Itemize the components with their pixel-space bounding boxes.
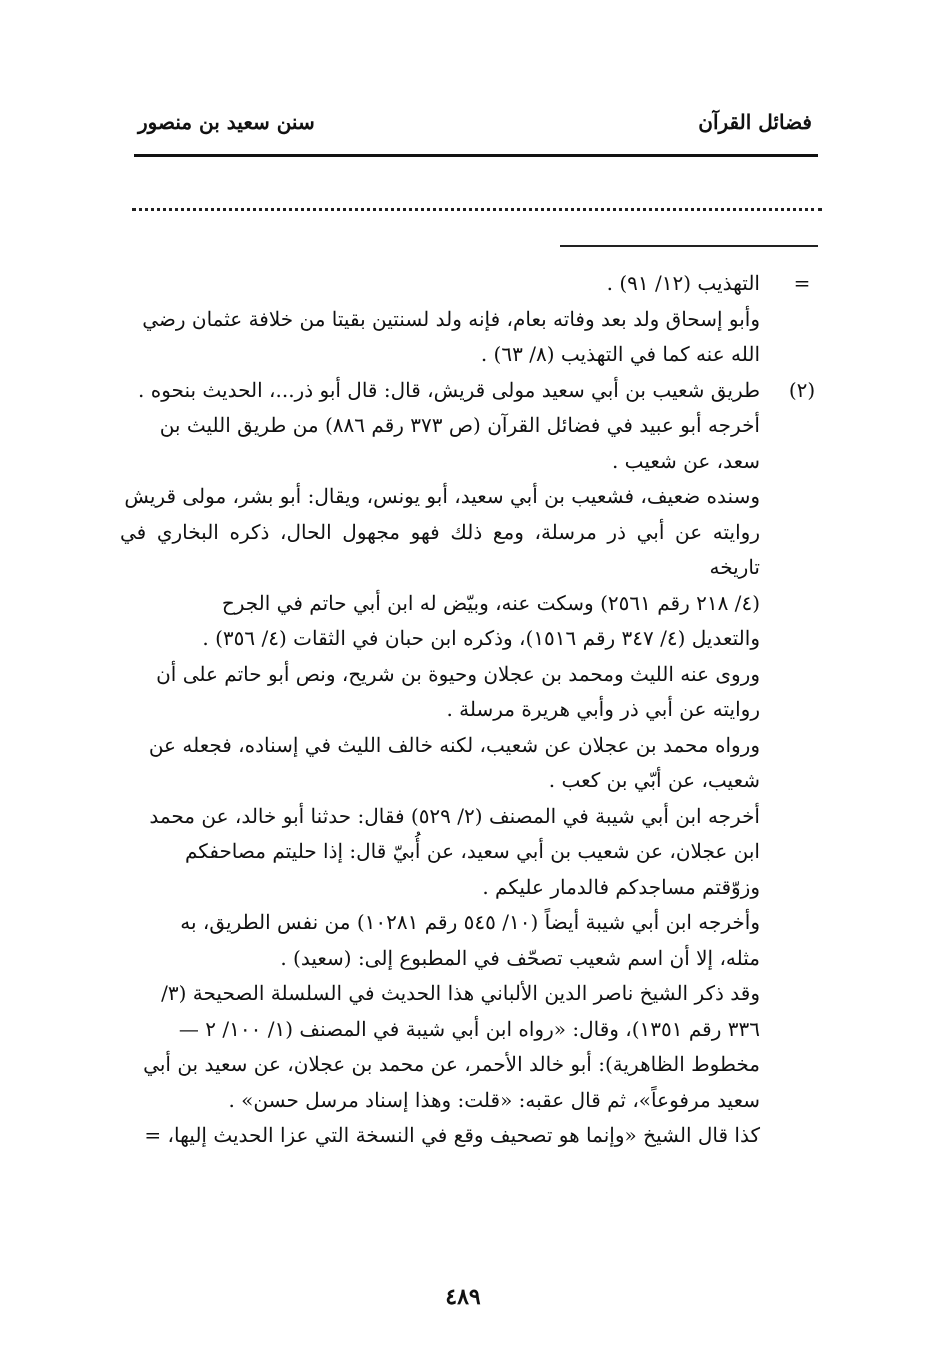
footnote-line: سعد، عن شعيب . <box>611 448 760 473</box>
footnote-line: والتعديل (٤/ ٣٤٧ رقم ١٥١٦)، وذكره ابن حبان في الثقات (٤/ ٣٥٦) . <box>202 626 760 650</box>
footnote-separator <box>560 245 818 247</box>
footnote-line: وروى عنه الليث ومحمد بن عجلان وحيوة بن شريح، ونص أبو حاتم على أن <box>156 661 760 686</box>
footnote-line: أخرجه أبو عبيد في فضائل القرآن (ص ٣٧٣ رقم ٨٨٦) من طريق الليث بن <box>159 413 760 437</box>
footnote-line: طريق شعيب بن أبي سعيد مولى قريش، قال: قال أبو ذر...، الحديث بنحوه . <box>138 377 760 402</box>
omitted-text-dotted-line <box>132 208 822 211</box>
footnote-line: وأبو إسحاق ولد بعد وفاته بعام، فإنه ولد لسنتين بقيتا من خلافة عثمان رضي <box>142 306 760 331</box>
footnote-line: سعيد مرفوعاً»، ثم قال عقبه: «قلت: وهذا إسناد مرسل حسن» . <box>228 1087 760 1112</box>
footnote-body <box>120 373 760 1154</box>
footnote-line: مخطوط الظاهرية): أبو خالد الأحمر، عن محمد بن عجلان، عن سعيد بن أبي <box>143 1052 760 1076</box>
footnote-line: ابن عجلان، عن شعيب بن أبي سعيد، عن أُبيّ قال: إذا حليتم مصاحفكم <box>184 839 760 863</box>
footnote-line: وأخرجه ابن أبي شيبة أيضاً (١٠/ ٥٤٥ رقم ١٠٢٨١) من نفس الطريق، به <box>180 910 760 934</box>
footnote-body <box>120 266 760 373</box>
footnote-line: روايته عن أبي ذر مرسلة، ومع ذلك فهو مجهول الحال، ذكره البخاري في تاريخه <box>120 519 760 579</box>
footnote-line: روايته عن أبي ذر وأبي هريرة مرسلة . <box>446 697 760 721</box>
book-title: سنن سعيد بن منصور <box>138 110 315 134</box>
header-rule <box>134 154 818 157</box>
footnote-line: أخرجه ابن أبي شيبة في المصنف (٢/ ٥٢٩) فقال: حدثنا أبو خالد، عن محمد <box>149 803 760 828</box>
footnote-line: ورواه محمد بن عجلان عن شعيب، لكنه خالف الليث في إسناده، فجعله عن <box>148 732 760 757</box>
footnote-line: وسنده ضعيف، فشعيب بن أبي سعيد، أبو يونس، ويقال: أبو بشر، مولى قريش <box>124 484 760 508</box>
footnote-line: (٤/ ٢١٨ رقم ٢٥٦١) وسكت عنه، وبيّض له ابن أبي حاتم في الجرح <box>221 590 760 615</box>
running-header <box>138 104 818 144</box>
footnote-line: وزوّقتم مساجدكم فالدمار عليكم . <box>482 874 760 899</box>
page-number: ٤٨٩ <box>445 1284 481 1310</box>
footnote-marker: (٢) <box>788 377 816 402</box>
footnote-line: وقد ذكر الشيخ ناصر الدين الألباني هذا الحديث في السلسلة الصحيحة (٣/ <box>161 981 760 1005</box>
footnote-line: التهذيب (١٢/ ٩١) . <box>606 271 760 295</box>
footnote-continuation <box>120 266 820 373</box>
footnote-line: الله عنه كما في التهذيب (٨/ ٦٣) . <box>480 342 760 366</box>
footnote-2 <box>120 373 820 1154</box>
footnote-marker: = <box>793 271 811 295</box>
footnote-line: كذا قال الشيخ «وإنما هو تصحيف وقع في النسخة التي عزا الحديث إليها، = <box>144 1123 760 1147</box>
section-title: فضائل القرآن <box>698 110 812 134</box>
footnote-line: مثله، إلا أن اسم شعيب تصحّف في المطبوع إلى: (سعيد) . <box>280 945 760 970</box>
footnotes <box>120 266 820 1154</box>
footnote-line: شعيب، عن أبّي بن كعب . <box>548 768 760 792</box>
footnote-line: ٣٣٦ رقم ١٣٥١)، وقال: «رواه ابن أبي شيبة في المصنف (١/ ١٠٠/ ٢ — <box>178 1016 760 1041</box>
